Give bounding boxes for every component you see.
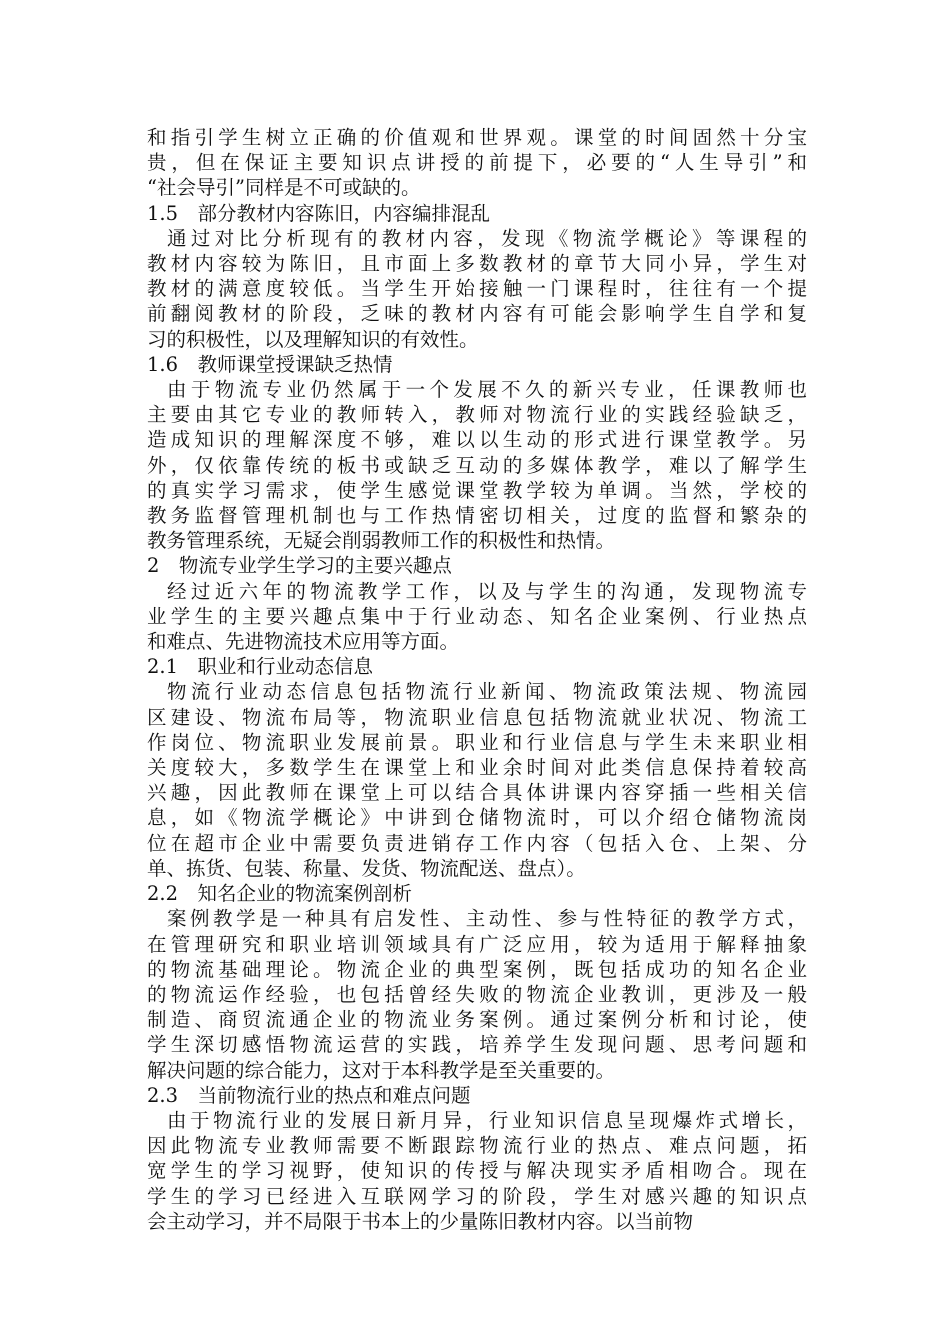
body-paragraph: [147, 579, 807, 655]
text-line: 案例教学是一种具有启发性、主动性、参与性特征的教学方式，: [167, 907, 807, 931]
text-line: 会主动学习，并不局限于书本上的少量陈旧教材内容。以当前物: [147, 1209, 694, 1233]
body-paragraph: [147, 679, 807, 881]
text-line: 物流行业动态信息包括物流行业新闻、物流政策法规、物流园: [167, 680, 807, 704]
text-line: 贵，但在保证主要知识点讲授的前提下，必要的“人生导引”和: [147, 151, 807, 175]
text-line: 造成知识的理解深度不够，难以以生动的形式进行课堂教学。另: [147, 428, 807, 452]
text-line: 经过近六年的物流教学工作，以及与学生的沟通，发现物流专: [167, 579, 807, 603]
text-line: 宽学生的学习视野，使知识的传授与解决现实矛盾相吻合。现在: [147, 1159, 807, 1183]
text-line: 区建设、物流布局等，物流职业信息包括物流就业状况、物流工: [147, 705, 807, 729]
text-line: 的真实学习需求，使学生感觉课堂教学较为单调。当然，学校的: [147, 478, 807, 502]
text-line: 的物流运作经验，也包括曾经失败的物流企业教训，更涉及一般: [147, 982, 807, 1006]
section-heading: 2.2 知名企业的物流案例剖析: [147, 882, 413, 906]
section-heading: 1.6 教师课堂授课缺乏热情: [147, 352, 393, 376]
text-line: 教材的满意度较低。当学生开始接触一门课程时，往往有一个提: [147, 277, 807, 301]
text-line: 教务监督管理机制也与工作热情密切相关，过度的监督和繁杂的: [147, 504, 807, 528]
section-heading: 2 物流专业学生学习的主要兴趣点: [147, 554, 452, 578]
text-line: 习的积极性，以及理解知识的有效性。: [147, 327, 479, 351]
text-line: 制造、商贸流通企业的物流业务案例。通过案例分析和讨论，使: [147, 1008, 807, 1032]
body-paragraph: [147, 377, 807, 553]
text-line: 外，仅依靠传统的板书或缺乏互动的多媒体教学，难以了解学生: [147, 453, 807, 477]
text-line: 位在超市企业中需要负责进销存工作内容（包括入仓、上架、分: [147, 831, 807, 855]
text-line: 前翻阅教材的阶段，乏味的教材内容有可能会影响学生自学和复: [147, 302, 807, 326]
section-heading: 2.3 当前物流行业的热点和难点问题: [147, 1083, 471, 1107]
section-heading: 2.1 职业和行业动态信息: [147, 655, 374, 679]
text-line: 因此物流专业教师需要不断跟踪物流行业的热点、难点问题，拓: [147, 1134, 807, 1158]
text-line: 业学生的主要兴趣点集中于行业动态、知名企业案例、行业热点: [147, 604, 807, 628]
document-page: [147, 125, 807, 1234]
text-line: 学生的学习已经进入互联网学习的阶段，学生对感兴趣的知识点: [147, 1184, 807, 1208]
text-line: 主要由其它专业的教师转入，教师对物流行业的实践经验缺乏，: [147, 403, 807, 427]
text-line: 的物流基础理论。物流企业的典型案例，既包括成功的知名企业: [147, 957, 807, 981]
text-line: 兴趣，因此教师在课堂上可以结合具体讲课内容穿插一些相关信: [147, 781, 807, 805]
text-line: 教材内容较为陈旧，且市面上多数教材的章节大同小异，学生对: [147, 252, 807, 276]
section-heading: 1.5 部分教材内容陈旧，内容编排混乱: [147, 201, 491, 225]
text-line: 和指引学生树立正确的价值观和世界观。课堂的时间固然十分宝: [147, 126, 807, 149]
body-paragraph: [147, 1108, 807, 1234]
text-line: 学生深切感悟物流运营的实践，培养学生发现问题、思考问题和: [147, 1033, 807, 1057]
body-paragraph: [147, 226, 807, 352]
text-line: 通过对比分析现有的教材内容，发现《物流学概论》等课程的: [167, 226, 807, 250]
text-line: 教务管理系统，无疑会削弱教师工作的积极性和热情。: [147, 529, 616, 553]
text-line: 在管理研究和职业培训领域具有广泛应用，较为适用于解释抽象: [147, 932, 807, 956]
body-paragraph: [147, 125, 807, 201]
text-line: 由于物流专业仍然属于一个发展不久的新兴专业，任课教师也: [167, 378, 807, 402]
text-line: “社会导引”同样是不可或缺的。: [147, 176, 421, 200]
text-line: 息，如《物流学概论》中讲到仓储物流时，可以介绍仓储物流岗: [147, 806, 807, 830]
text-line: 单、拣货、包装、称量、发货、物流配送、盘点）。: [147, 856, 586, 880]
text-line: 关度较大，多数学生在课堂上和业余时间对此类信息保持着较高: [147, 756, 807, 780]
text-line: 由于物流行业的发展日新月异，行业知识信息呈现爆炸式增长，: [167, 1108, 807, 1132]
body-paragraph: [147, 906, 807, 1082]
text-line: 和难点、先进物流技术应用等方面。: [147, 630, 460, 654]
text-line: 解决问题的综合能力，这对于本科教学是至关重要的。: [147, 1058, 616, 1082]
text-line: 作岗位、物流职业发展前景。职业和行业信息与学生未来职业相: [147, 730, 807, 754]
